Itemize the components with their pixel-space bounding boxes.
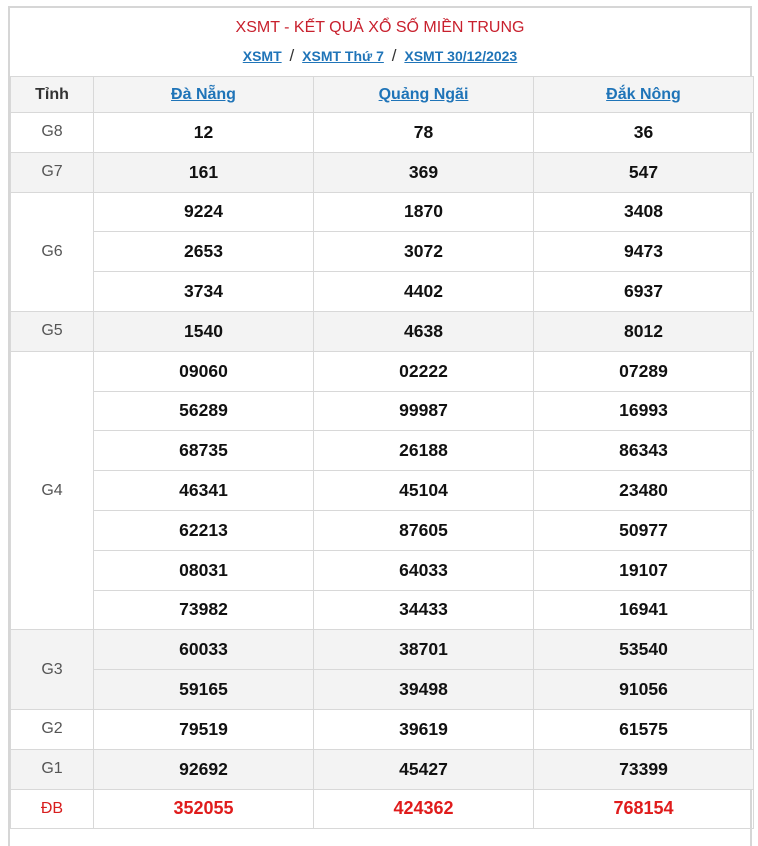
- prize-number: 34433: [314, 590, 534, 630]
- prize-number: 4402: [314, 272, 534, 312]
- prize-row: [11, 510, 754, 550]
- prize-number: 161: [94, 152, 314, 192]
- prize-number: 78: [314, 113, 534, 153]
- prize-number: 1870: [314, 192, 534, 232]
- prize-row: [11, 272, 754, 312]
- prize-number: 4638: [314, 311, 534, 351]
- prize-number: 08031: [94, 550, 314, 590]
- prize-label: ĐB: [11, 789, 94, 829]
- prize-row: [11, 590, 754, 630]
- prize-number: 91056: [534, 670, 754, 710]
- prize-row: [11, 311, 754, 351]
- breadcrumb: [10, 47, 750, 65]
- results-body: [11, 113, 754, 829]
- prize-number: 59165: [94, 670, 314, 710]
- prize-row: [11, 192, 754, 232]
- prize-number: 36: [534, 113, 754, 153]
- prize-label: G4: [11, 351, 94, 630]
- prize-row: [11, 709, 754, 749]
- results-header: [10, 8, 750, 76]
- prize-label: G2: [11, 709, 94, 749]
- prize-row: [11, 670, 754, 710]
- prize-number: 12: [94, 113, 314, 153]
- prize-number: 6937: [534, 272, 754, 312]
- prize-number: 92692: [94, 749, 314, 789]
- prize-number: 53540: [534, 630, 754, 670]
- prize-row: [11, 471, 754, 511]
- prize-number: 64033: [314, 550, 534, 590]
- prize-label: G7: [11, 152, 94, 192]
- results-panel: [8, 6, 752, 846]
- prize-number: 87605: [314, 510, 534, 550]
- prize-row: [11, 630, 754, 670]
- prize-row: [11, 789, 754, 829]
- prize-number: 9473: [534, 232, 754, 272]
- prize-label: G3: [11, 630, 94, 710]
- prize-number: 1540: [94, 311, 314, 351]
- prize-number: 352055: [94, 789, 314, 829]
- column-header-tinh: Tỉnh: [11, 77, 94, 113]
- prize-number: 02222: [314, 351, 534, 391]
- breadcrumb-link-weekday[interactable]: XSMT Thứ 7: [302, 48, 384, 64]
- prize-row: [11, 749, 754, 789]
- prize-number: 46341: [94, 471, 314, 511]
- prize-number: 62213: [94, 510, 314, 550]
- prize-number: 39619: [314, 709, 534, 749]
- prize-row: [11, 152, 754, 192]
- prize-number: 2653: [94, 232, 314, 272]
- prize-number: 26188: [314, 431, 534, 471]
- breadcrumb-link-date[interactable]: XSMT 30/12/2023: [404, 48, 518, 64]
- results-table: [10, 76, 754, 829]
- prize-number: 45427: [314, 749, 534, 789]
- prize-number: 56289: [94, 391, 314, 431]
- prize-number: 16993: [534, 391, 754, 431]
- prize-number: 19107: [534, 550, 754, 590]
- prize-number: 3408: [534, 192, 754, 232]
- prize-number: 8012: [534, 311, 754, 351]
- prize-number: 768154: [534, 789, 754, 829]
- breadcrumb-link-xsmt[interactable]: XSMT: [242, 48, 282, 64]
- prize-label: G8: [11, 113, 94, 153]
- prize-number: 99987: [314, 391, 534, 431]
- prize-number: 68735: [94, 431, 314, 471]
- column-header-province[interactable]: Đà Nẵng: [94, 77, 314, 113]
- prize-number: 3072: [314, 232, 534, 272]
- prize-label: G6: [11, 192, 94, 311]
- prize-number: 3734: [94, 272, 314, 312]
- prize-row: [11, 431, 754, 471]
- prize-number: 50977: [534, 510, 754, 550]
- prize-label: G1: [11, 749, 94, 789]
- prize-number: 73399: [534, 749, 754, 789]
- prize-number: 547: [534, 152, 754, 192]
- breadcrumb-separator: /: [391, 46, 397, 65]
- column-header-province[interactable]: Đắk Nông: [534, 77, 754, 113]
- prize-row: [11, 391, 754, 431]
- prize-number: 86343: [534, 431, 754, 471]
- prize-row: [11, 232, 754, 272]
- prize-number: 38701: [314, 630, 534, 670]
- prize-number: 16941: [534, 590, 754, 630]
- prize-row: [11, 113, 754, 153]
- prize-row: [11, 550, 754, 590]
- prize-number: 60033: [94, 630, 314, 670]
- prize-number: 73982: [94, 590, 314, 630]
- prize-number: 07289: [534, 351, 754, 391]
- prize-number: 61575: [534, 709, 754, 749]
- prize-number: 23480: [534, 471, 754, 511]
- table-header-row: [11, 77, 754, 113]
- breadcrumb-separator: /: [289, 46, 295, 65]
- column-header-province[interactable]: Quảng Ngãi: [314, 77, 534, 113]
- prize-row: [11, 351, 754, 391]
- prize-number: 9224: [94, 192, 314, 232]
- prize-number: 424362: [314, 789, 534, 829]
- prize-number: 09060: [94, 351, 314, 391]
- prize-number: 45104: [314, 471, 534, 511]
- prize-number: 39498: [314, 670, 534, 710]
- prize-label: G5: [11, 311, 94, 351]
- prize-number: 79519: [94, 709, 314, 749]
- page-title: XSMT - KẾT QUẢ XỔ SỐ MIỀN TRUNG: [235, 19, 525, 36]
- prize-number: 369: [314, 152, 534, 192]
